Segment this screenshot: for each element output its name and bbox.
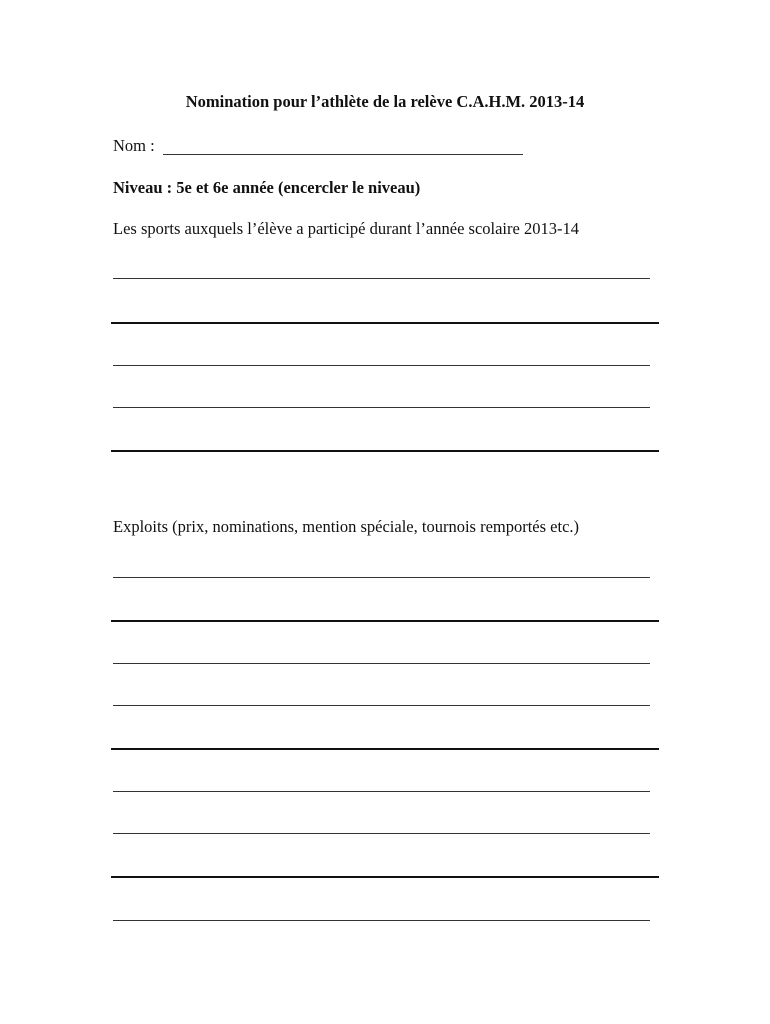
sports-answer-line[interactable] [113, 278, 650, 279]
exploits-answer-line[interactable] [113, 833, 650, 834]
exploits-answer-line[interactable] [113, 663, 650, 664]
exploits-prompt: Exploits (prix, nominations, mention spéciale, tournois remportés etc.) [113, 517, 580, 536]
sports-answer-line[interactable] [113, 365, 650, 366]
section-rule [111, 620, 659, 622]
nom-label: Nom : [113, 136, 155, 155]
exploits-answer-line[interactable] [113, 920, 650, 921]
section-rule [111, 450, 659, 452]
form-title: Nomination pour l’athlète de la relève C.A.H.M. 2013-14 [185, 92, 585, 111]
exploits-answer-line[interactable] [113, 791, 650, 792]
nom-field-line[interactable] [163, 154, 523, 155]
sports-answer-line[interactable] [113, 407, 650, 408]
niveau-label: Niveau : 5e et 6e année (encercler le niveau) [113, 178, 421, 197]
sports-prompt: Les sports auxquels l’élève a participé durant l’année scolaire 2013-14 [113, 219, 579, 238]
section-rule [111, 322, 659, 324]
section-rule [111, 748, 659, 750]
exploits-answer-line[interactable] [113, 705, 650, 706]
section-rule [111, 876, 659, 878]
exploits-answer-line[interactable] [113, 577, 650, 578]
